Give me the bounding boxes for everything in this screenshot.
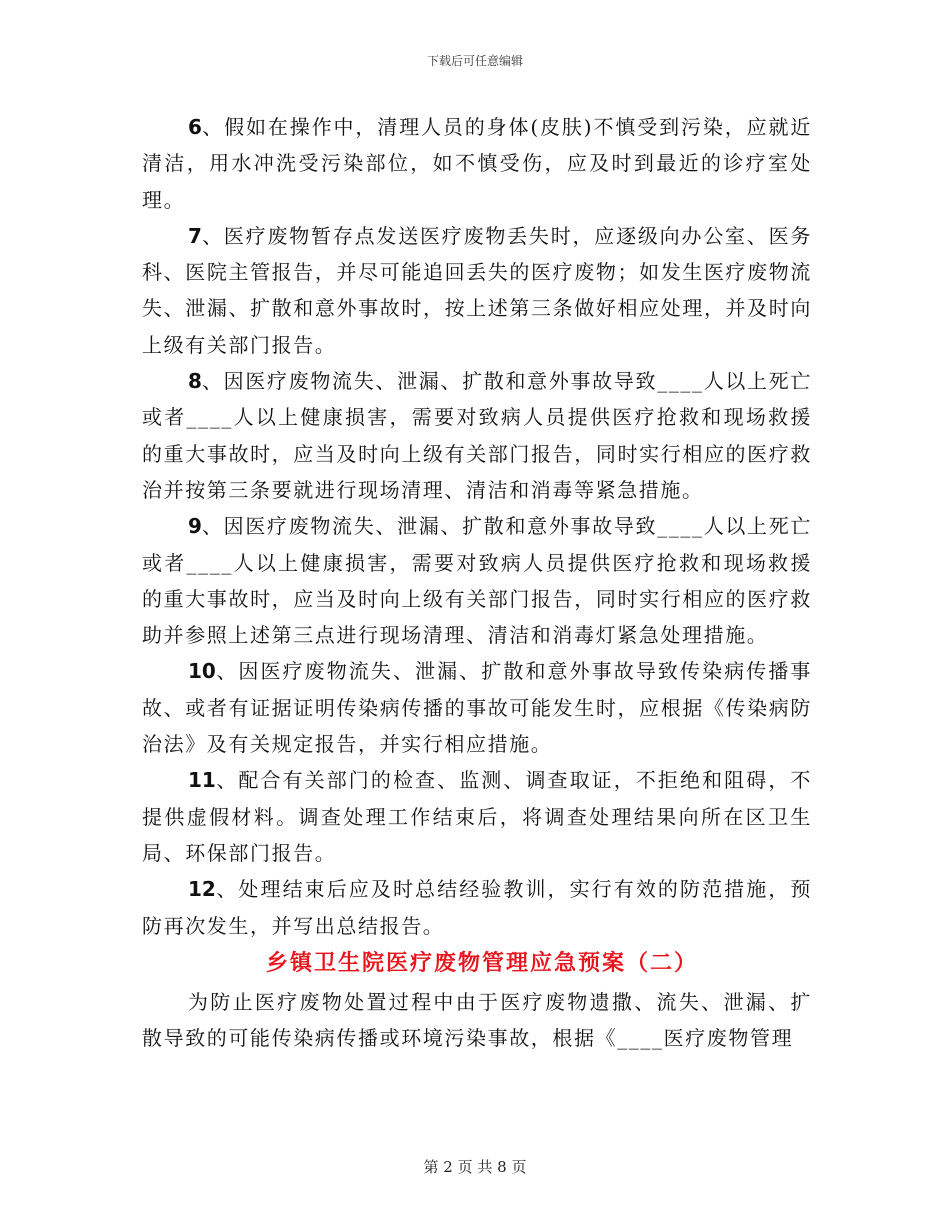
paragraph-item-8 — [142, 363, 812, 508]
section-title: 乡镇卫生院医疗废物管理应急预案（二） — [265, 950, 698, 976]
item-number: 6 — [188, 115, 202, 139]
item-number: 7 — [188, 223, 202, 248]
item-text: 、医疗废物暂存点发送医疗废物丢失时，应逐级向办公室、医务科、医院主管报告，并尽可能追回丢失的医疗废物；如发生医疗废物流失、泄漏、扩散和意外事故时，按上述第三条做好相应处理，并及时向上级有关部门报告。 — [142, 223, 812, 357]
item-text: 、因医疗废物流失、泄漏、扩散和意外事故导致____人以上死亡或者____人以上健康损害，需要对致病人员提供医疗抢救和现场救援的重大事故时，应当及时向上级有关部门报告，同时实行相应的医疗救治并按第三条要就进行现场清理、清洁和消毒等紧急措施。 — [142, 369, 812, 502]
item-number: 10 — [188, 659, 216, 684]
paragraph-item-9 — [142, 508, 812, 653]
item-number: 9 — [188, 514, 202, 539]
document-body — [142, 109, 812, 1056]
item-text: 、假如在操作中，清理人员的身体(皮肤)不慎受到污染，应就近清洁，用水冲洗受污染部位，如不慎受伤，应及时到最近的诊疗室处理。 — [142, 115, 812, 212]
paragraph-item-10 — [142, 653, 812, 762]
item-text: 、因医疗废物流失、泄漏、扩散和意外事故导致____人以上死亡或者____人以上健康损害，需要对致病人员提供医疗抢救和现场救援的重大事故时，应当及时向上级有关部门报告，同时实行相应的医疗救助并参照上述第三点进行现场清理、清洁和消毒灯紧急处理措施。 — [142, 514, 812, 648]
page-number-footer: 第 2 页 共 8 页 — [423, 1158, 527, 1176]
section-intro-paragraph: 为防止医疗废物处置过程中由于医疗废物遗撒、流失、泄漏、扩散导致的可能传染病传播或环境污染事故，根据《____医疗废物管理 — [142, 989, 812, 1051]
item-number: 12 — [188, 877, 216, 902]
paragraph-item-7 — [142, 218, 812, 363]
paragraph-item-11 — [142, 762, 812, 871]
page-header-note: 下载后可任意编辑 — [426, 54, 523, 68]
item-number: 11 — [188, 768, 216, 793]
item-text: 、处理结束后应及时总结经验教训，实行有效的防范措施，预防再次发生，并写出总结报告。 — [142, 877, 812, 938]
paragraph-item-12 — [142, 871, 812, 944]
paragraph-item-6 — [142, 109, 812, 218]
item-number: 8 — [188, 369, 202, 394]
item-text: 、因医疗废物流失、泄漏、扩散和意外事故导致传染病传播事故、或者有证据证明传染病传播的事故可能发生时，应根据《传染病防治法》及有关规定报告，并实行相应措施。 — [142, 659, 812, 757]
item-text: 、配合有关部门的检查、监测、调查取证，不拒绝和阻碍，不提供虚假材料。调查处理工作结束后，将调查处理结果向所在区卫生局、环保部门报告。 — [142, 768, 812, 865]
